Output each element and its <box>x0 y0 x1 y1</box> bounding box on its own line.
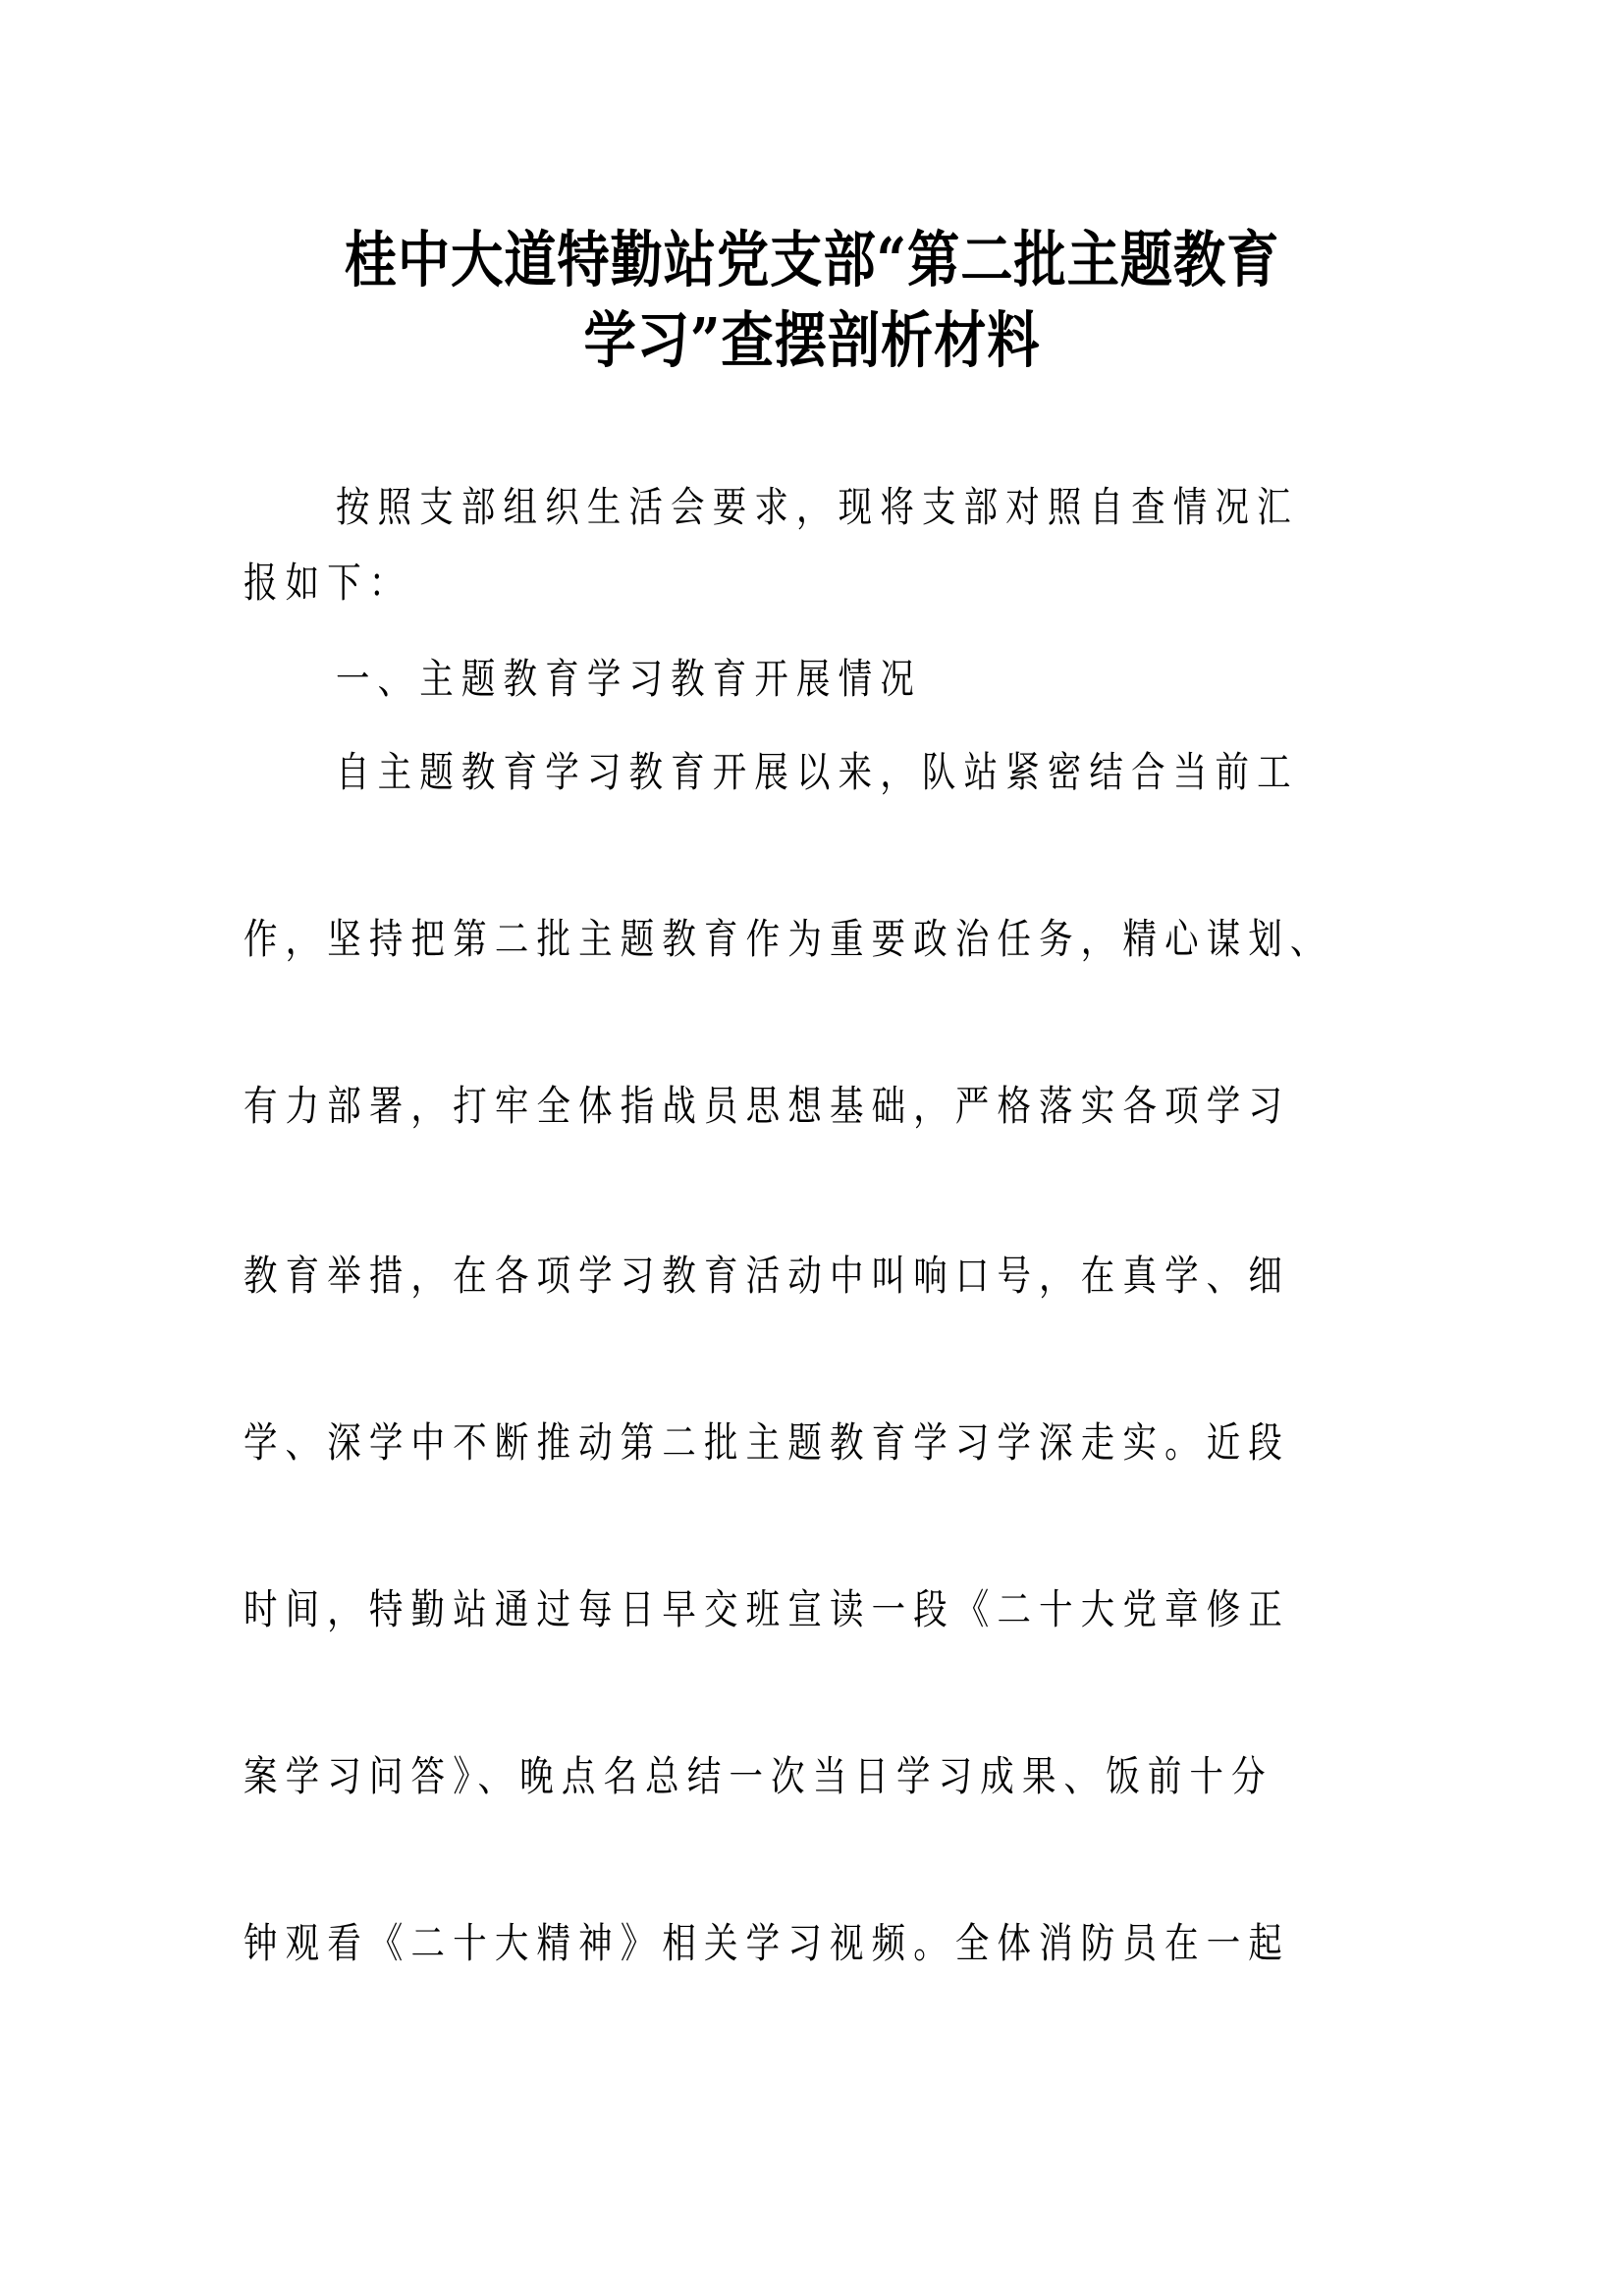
section-heading: 一、主题教育学习教育开展情况 <box>336 655 922 703</box>
paragraph-line: 学、深学中不断推动第二批主题教育学习学深走实。近段 <box>244 1418 1291 1467</box>
paragraph-line: 作，坚持把第二批主题教育作为重要政治任务，精心谋划、 <box>244 915 1332 963</box>
paragraph-line: 时间，特勤站通过每日早交班宣读一段《二十大党章修正 <box>244 1585 1291 1633</box>
paragraph-line: 钟观看《二十大精神》相关学习视频。全体消防员在一起 <box>244 1919 1291 1967</box>
document-title-line-2: 学习”查摆剖析材料 <box>583 304 1041 376</box>
document-title-line-1: 桂中大道特勤站党支部“第二批主题教育 <box>344 224 1280 295</box>
paragraph-line: 案学习问答》、晚点名总结一次当日学习成果、饭前十分 <box>244 1752 1273 1800</box>
intro-line-1: 按照支部组织生活会要求，现将支部对照自查情况汇 <box>336 483 1299 531</box>
intro-line-2: 报如下： <box>244 559 411 607</box>
paragraph-line: 自主题教育学习教育开展以来，队站紧密结合当前工 <box>336 748 1299 796</box>
paragraph-line: 教育举措，在各项学习教育活动中叫响口号，在真学、细 <box>244 1252 1291 1300</box>
paragraph-line: 有力部署，打牢全体指战员思想基础，严格落实各项学习 <box>244 1082 1291 1130</box>
